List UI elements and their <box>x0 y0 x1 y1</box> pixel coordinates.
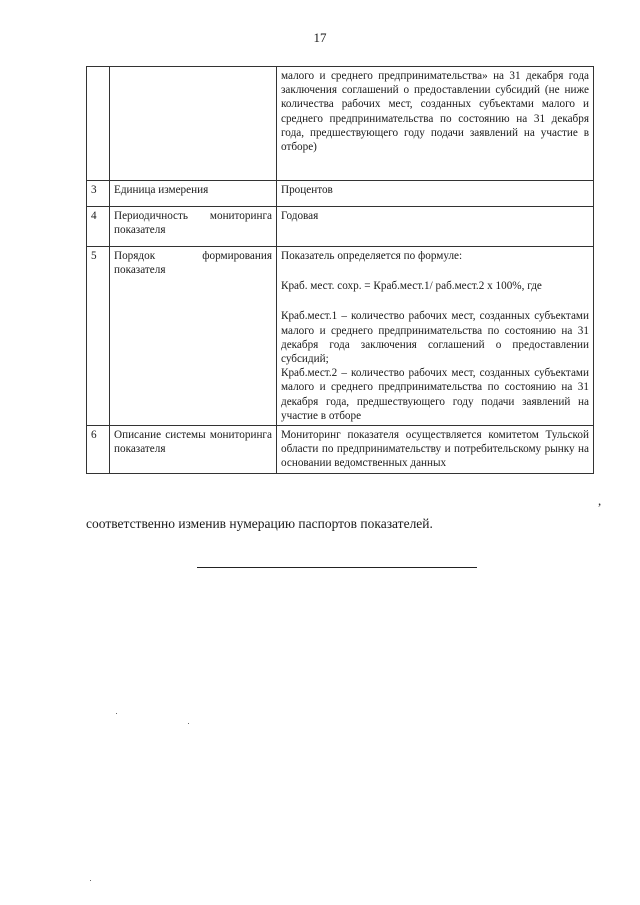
page-number: 17 <box>313 30 327 45</box>
row-name: Порядок формирования показателя <box>110 247 277 426</box>
value-paragraph: Показатель определяется по формуле: <box>281 250 463 262</box>
closing-text: соответственно изменив нумерацию паспортов показателей. <box>86 516 433 531</box>
row-value <box>277 426 594 474</box>
row-value <box>277 247 594 426</box>
table-row <box>87 67 594 181</box>
row-number: 4 <box>87 207 110 247</box>
trailing-comma: , <box>598 493 602 508</box>
value-paragraph: Мониторинг показателя осуществляется комитетом Тульской области по предпринимательству и потребительскому рынку на основании ведомственных данных <box>281 429 589 470</box>
scan-speck <box>90 880 91 881</box>
value-paragraph: Годовая <box>281 210 319 222</box>
row-name <box>110 67 277 181</box>
value-paragraph: Краб.мест.1 – количество рабочих мест, созданных субъектами малого и среднего предпринимательства по состоянию на 31 декабря года заключения соглашений о предоставлении субсидий; <box>281 310 589 366</box>
row-value <box>277 181 594 207</box>
row-name: Периодичность мониторинга показателя <box>110 207 277 247</box>
row-number: 6 <box>87 426 110 474</box>
row-number: 3 <box>87 181 110 207</box>
scan-speck <box>116 713 117 714</box>
value-paragraph: Краб.мест.2 – количество рабочих мест, созданных субъектами малого и среднего предпринимательства по состоянию на 31 декабря года, предшествующего году подачи заявлений на участие в отборе <box>281 367 589 422</box>
formula-line: Краб. мест. сохр. = Краб.мест.1/ раб.мест.2 x 100%, где <box>281 280 542 293</box>
scan-speck <box>188 723 189 724</box>
end-divider <box>197 567 477 568</box>
table-row <box>87 207 594 247</box>
value-paragraph: Процентов <box>281 184 333 196</box>
row-number <box>87 67 110 181</box>
row-number: 5 <box>87 247 110 426</box>
row-name: Описание системы мониторинга показателя <box>110 426 277 474</box>
indicator-passport-table <box>86 66 594 474</box>
row-value <box>277 67 594 181</box>
value-paragraph: малого и среднего предпринимательства» на 31 декабря года заключения соглашений о предоставлении субсидий (не ниже количества рабочих мест, созданных субъектами малого и среднего предпринимательства по состоянию на 31 декабря года, предшествующего году подачи заявлений на участие в отборе) <box>281 70 589 154</box>
row-name: Единица измерения <box>110 181 277 207</box>
table-row <box>87 247 594 426</box>
table-row <box>87 181 594 207</box>
table-row <box>87 426 594 474</box>
row-value <box>277 207 594 247</box>
